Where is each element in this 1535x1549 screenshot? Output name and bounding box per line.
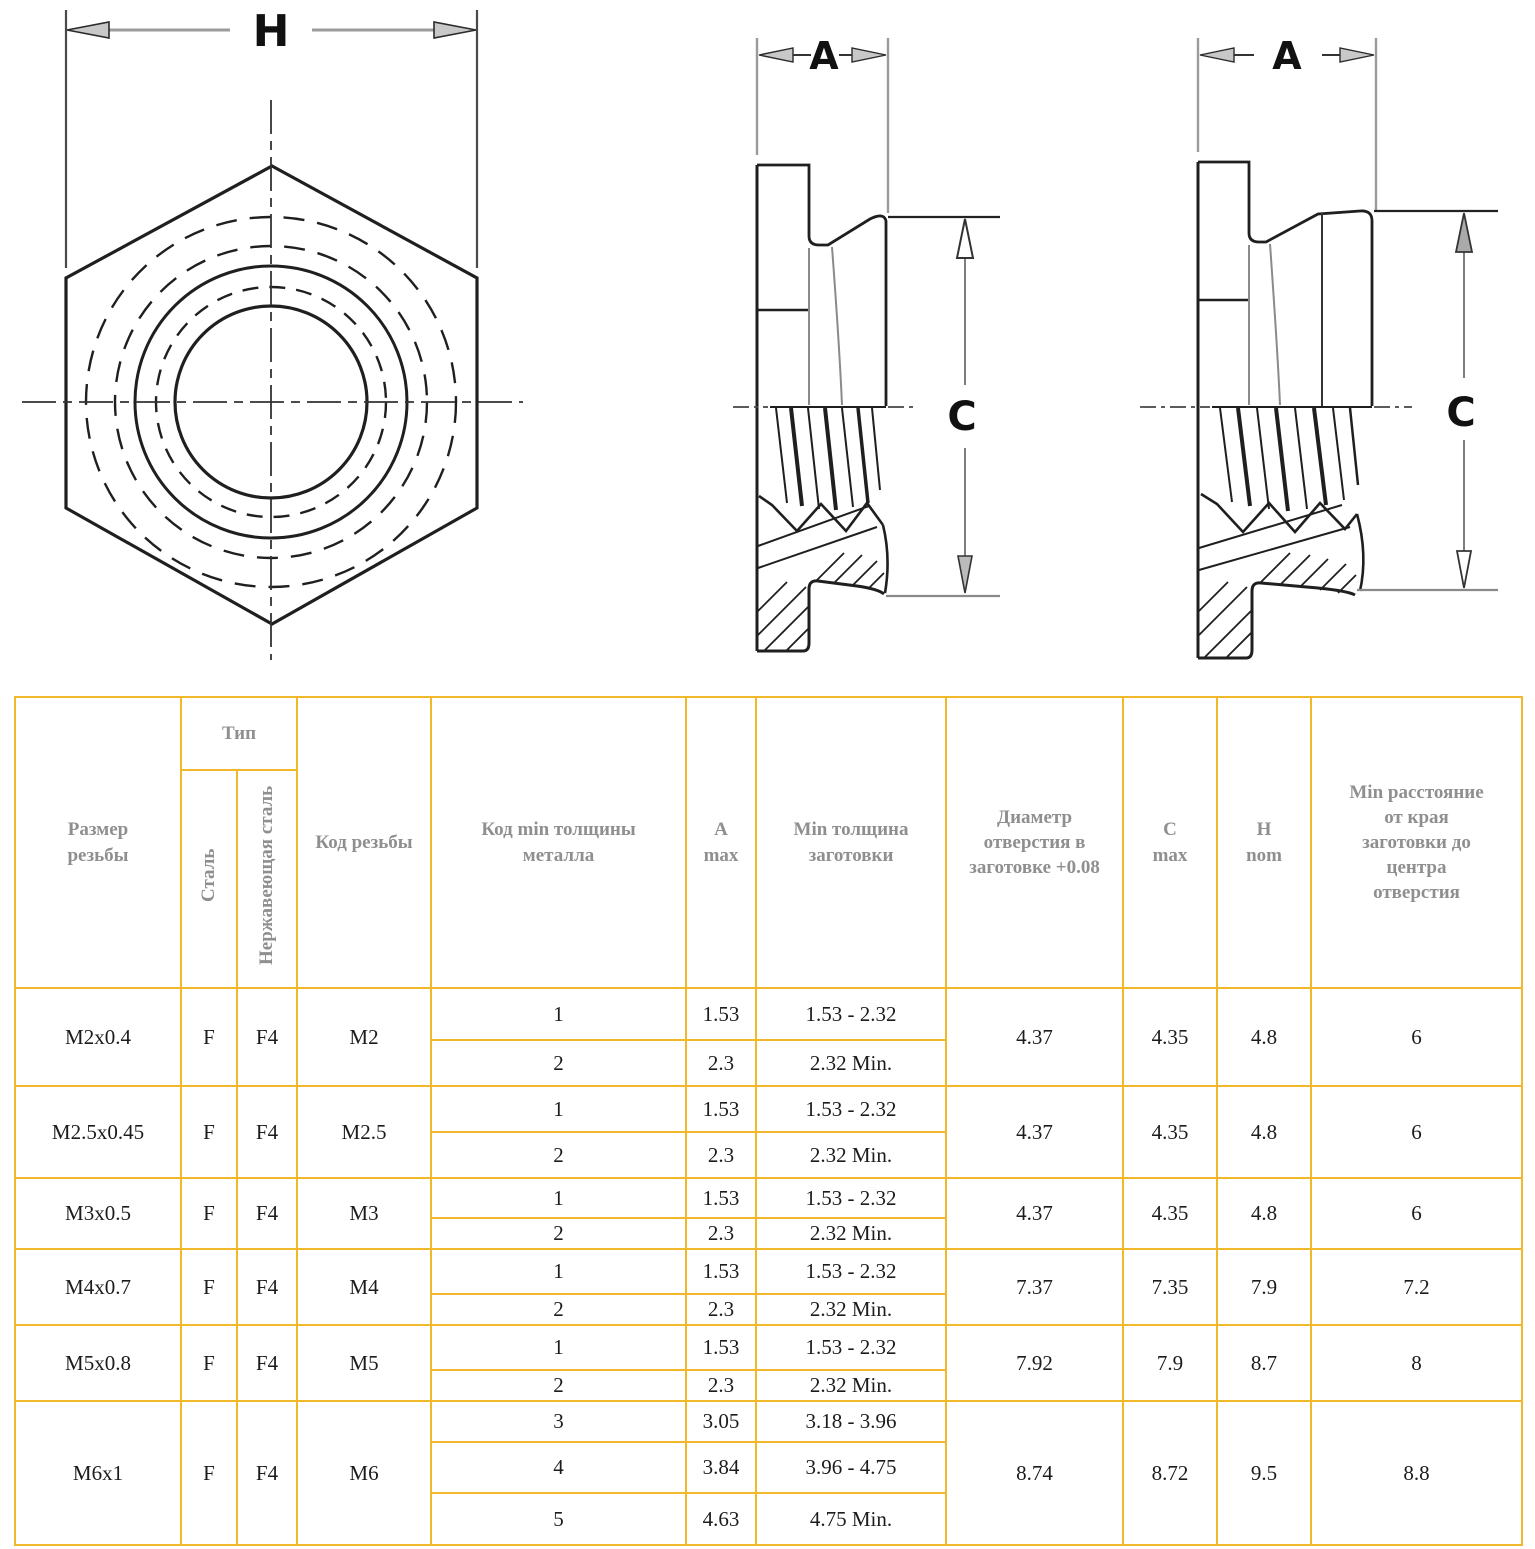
header-thread-code-label: Код резьбы	[315, 832, 413, 853]
cell-a-max: 1.53	[686, 1178, 756, 1218]
header-type: Тип	[181, 697, 297, 770]
section-view-right	[1140, 34, 1498, 658]
header-steel-label: Сталь	[198, 848, 220, 903]
cell-min-thickness: 2.32 Min.	[756, 1294, 946, 1325]
header-c-max	[1123, 697, 1217, 988]
section-hatching-2	[1198, 553, 1356, 658]
cell-min-edge: 8	[1311, 1325, 1522, 1401]
cell-hole-dia: 4.37	[946, 988, 1123, 1086]
header-c-max-line1: C	[1163, 819, 1177, 841]
cell-a-max: 4.63	[686, 1493, 756, 1545]
cell-h-nom: 9.5	[1217, 1401, 1311, 1545]
header-min-thickness-code-label: Код min толщины металла	[481, 819, 636, 866]
cell-c-max: 4.35	[1123, 1086, 1217, 1178]
cell-a-max: 2.3	[686, 1040, 756, 1086]
cell-thickness-code: 2	[431, 1370, 686, 1401]
cell-c-max: 8.72	[1123, 1401, 1217, 1545]
c2-arrow-up-icon	[1456, 213, 1472, 252]
knurl-splines-2	[1220, 408, 1358, 511]
cell-min-thickness: 2.32 Min.	[756, 1040, 946, 1086]
cell-steel: F	[181, 988, 237, 1086]
header-thread-code	[297, 697, 431, 988]
cone-band-3	[1199, 505, 1342, 548]
cell-min-thickness: 2.32 Min.	[756, 1218, 946, 1249]
header-min-edge-label: Min расстояние от края заготовки до центра отверстия	[1349, 781, 1484, 904]
cell-min-thickness: 1.53 - 2.32	[756, 1325, 946, 1370]
cell-a-max: 1.53	[686, 988, 756, 1040]
cell-thickness-code: 2	[431, 1040, 686, 1086]
cell-min-edge: 6	[1311, 1086, 1522, 1178]
cell-c-max: 4.35	[1123, 1178, 1217, 1249]
header-size-label: Размер резьбы	[67, 819, 129, 866]
cell-steel: F	[181, 1401, 237, 1545]
header-row-top	[15, 697, 1522, 770]
spec-table	[14, 696, 1523, 1546]
cell-stainless: F4	[237, 1086, 297, 1178]
header-h-nom	[1217, 697, 1311, 988]
a-arrow-right-icon	[852, 48, 886, 62]
cell-size: M2x0.4	[15, 988, 181, 1086]
header-a-max-line2: max	[703, 844, 739, 866]
cell-stainless: F4	[237, 1178, 297, 1249]
table-row	[15, 988, 1522, 1040]
body-outline	[757, 165, 886, 406]
cone-band-2	[758, 527, 877, 568]
cell-hole-dia: 8.74	[946, 1401, 1123, 1545]
cell-min-thickness: 1.53 - 2.32	[756, 1178, 946, 1218]
header-min-thickness	[756, 697, 946, 988]
cell-thickness-code: 1	[431, 988, 686, 1040]
cell-thickness-code: 4	[431, 1442, 686, 1493]
base-profile-2	[1198, 583, 1355, 658]
table-row	[15, 1086, 1522, 1132]
cell-size: M2.5x0.45	[15, 1086, 181, 1178]
cell-h-nom: 8.7	[1217, 1325, 1311, 1401]
cell-thickness-code: 2	[431, 1132, 686, 1178]
table-row	[15, 1178, 1522, 1218]
header-size	[15, 697, 181, 988]
cell-min-thickness: 3.18 - 3.96	[756, 1401, 946, 1442]
right-silhouette-2	[1357, 514, 1363, 591]
cell-stainless: F4	[237, 988, 297, 1086]
h-arrow-left-icon	[67, 22, 109, 38]
cell-min-edge: 7.2	[1311, 1249, 1522, 1325]
section-hatching	[757, 553, 884, 651]
header-c-max-line2: max	[1152, 844, 1188, 866]
header-h-nom-line1: H	[1256, 819, 1272, 841]
cell-min-edge: 6	[1311, 988, 1522, 1086]
knurl-splines	[776, 408, 880, 510]
a2-arrow-right-icon	[1340, 48, 1374, 62]
cell-code: M4	[297, 1249, 431, 1325]
cell-thickness-code: 1	[431, 1178, 686, 1218]
cell-min-thickness: 4.75 Min.	[756, 1493, 946, 1545]
c-dim-label-2: C	[1446, 390, 1476, 436]
cell-h-nom: 4.8	[1217, 1086, 1311, 1178]
cell-code: M5	[297, 1325, 431, 1401]
header-hole-dia	[946, 697, 1123, 988]
table-row	[15, 1325, 1522, 1370]
header-min-thickness-label: Min толщина заготовки	[793, 819, 909, 866]
a-arrow-left-icon	[759, 48, 793, 62]
c-dim-label-1: C	[947, 394, 977, 440]
cell-min-edge: 8.8	[1311, 1401, 1522, 1545]
header-steel	[181, 770, 237, 988]
cell-size: M3x0.5	[15, 1178, 181, 1249]
cell-size: M5x0.8	[15, 1325, 181, 1401]
cell-c-max: 7.35	[1123, 1249, 1217, 1325]
cell-a-max: 2.3	[686, 1132, 756, 1178]
cell-thickness-code: 3	[431, 1401, 686, 1442]
cell-c-max: 4.35	[1123, 988, 1217, 1086]
cell-min-thickness: 2.32 Min.	[756, 1370, 946, 1401]
cell-min-thickness: 1.53 - 2.32	[756, 988, 946, 1040]
header-stainless-label: Нержавеющая сталь	[256, 785, 278, 966]
fastener-drawing-svg	[0, 0, 1535, 692]
header-h-nom-line2: nom	[1246, 844, 1282, 866]
cell-thickness-code: 5	[431, 1493, 686, 1545]
cell-thickness-code: 1	[431, 1325, 686, 1370]
neck-line-2	[832, 247, 842, 405]
cell-a-max: 1.53	[686, 1086, 756, 1132]
cell-a-max: 2.3	[686, 1370, 756, 1401]
c-arrow-down-icon	[958, 556, 972, 593]
cell-c-max: 7.9	[1123, 1325, 1217, 1401]
h-arrow-right-icon	[434, 22, 476, 38]
cell-h-nom: 7.9	[1217, 1249, 1311, 1325]
cell-h-nom: 4.8	[1217, 988, 1311, 1086]
header-min-thickness-code	[431, 697, 686, 988]
body-outline-2	[1198, 162, 1372, 406]
cell-stainless: F4	[237, 1249, 297, 1325]
cell-code: M2.5	[297, 1086, 431, 1178]
cell-min-thickness: 2.32 Min.	[756, 1132, 946, 1178]
cell-a-max: 3.84	[686, 1442, 756, 1493]
table-row	[15, 1401, 1522, 1442]
cell-thickness-code: 1	[431, 1249, 686, 1294]
cell-steel: F	[181, 1178, 237, 1249]
cell-steel: F	[181, 1249, 237, 1325]
technical-drawing	[0, 0, 1535, 692]
header-hole-dia-label: Диаметр отверстия в заготовке +0.08	[969, 806, 1100, 879]
cell-size: M4x0.7	[15, 1249, 181, 1325]
cell-stainless: F4	[237, 1401, 297, 1545]
cell-min-thickness: 1.53 - 2.32	[756, 1249, 946, 1294]
a2-arrow-left-icon	[1200, 48, 1234, 62]
cell-a-max: 2.3	[686, 1218, 756, 1249]
header-a-max	[686, 697, 756, 988]
cell-stainless: F4	[237, 1325, 297, 1401]
sawtooth-edge	[759, 496, 883, 531]
cell-min-thickness: 3.96 - 4.75	[756, 1442, 946, 1493]
a-dim-label-1: A	[809, 34, 839, 78]
c-arrow-up-icon	[957, 219, 973, 258]
right-silhouette	[883, 525, 888, 593]
cell-a-max: 1.53	[686, 1249, 756, 1294]
header-stainless	[237, 770, 297, 988]
cell-hole-dia: 4.37	[946, 1178, 1123, 1249]
cell-thickness-code: 2	[431, 1218, 686, 1249]
cell-steel: F	[181, 1086, 237, 1178]
cell-size: M6x1	[15, 1401, 181, 1545]
cell-code: M2	[297, 988, 431, 1086]
cell-min-edge: 6	[1311, 1178, 1522, 1249]
cell-steel: F	[181, 1325, 237, 1401]
cell-code: M6	[297, 1401, 431, 1545]
h-dim-label: H	[252, 6, 290, 57]
section-view-left	[733, 34, 1000, 651]
cell-hole-dia: 4.37	[946, 1086, 1123, 1178]
header-a-max-line1: A	[714, 819, 728, 841]
cell-a-max: 3.05	[686, 1401, 756, 1442]
cone-band-4	[1199, 527, 1350, 570]
hex-top-view	[22, 6, 523, 660]
cell-hole-dia: 7.37	[946, 1249, 1123, 1325]
cell-thickness-code: 2	[431, 1294, 686, 1325]
a-dim-label-2: A	[1272, 34, 1302, 78]
cell-thickness-code: 1	[431, 1086, 686, 1132]
sawtooth-edge-2	[1201, 494, 1357, 532]
cell-a-max: 1.53	[686, 1325, 756, 1370]
c2-arrow-down-icon	[1457, 551, 1471, 588]
cell-min-thickness: 1.53 - 2.32	[756, 1086, 946, 1132]
cell-hole-dia: 7.92	[946, 1325, 1123, 1401]
table-row	[15, 1249, 1522, 1294]
header-min-edge	[1311, 697, 1522, 988]
cell-a-max: 2.3	[686, 1294, 756, 1325]
neck-line-4	[1270, 244, 1280, 405]
cell-h-nom: 4.8	[1217, 1178, 1311, 1249]
cell-code: M3	[297, 1178, 431, 1249]
